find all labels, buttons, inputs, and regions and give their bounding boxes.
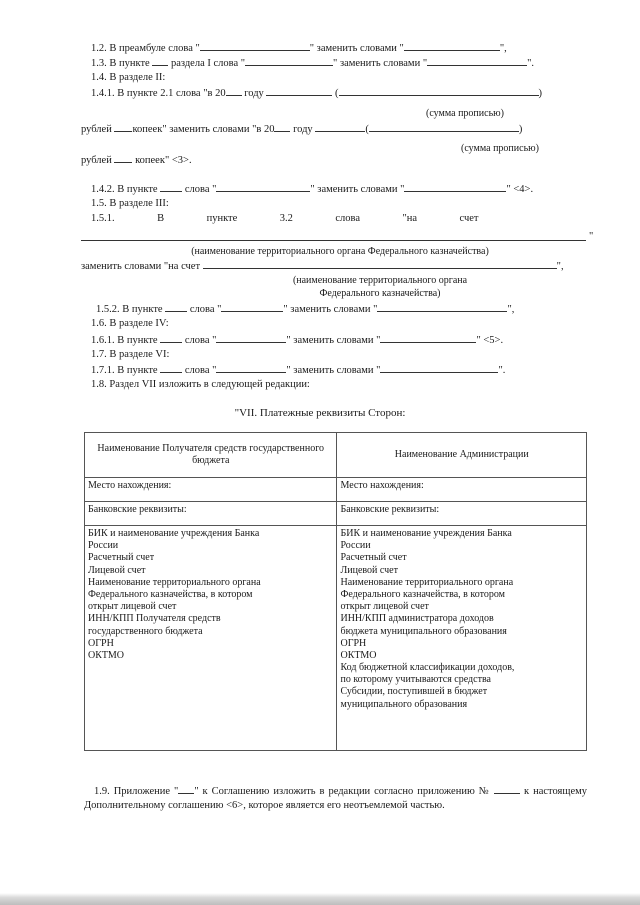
- detail-line: открыт лицевой счет: [340, 601, 429, 613]
- item-1-7-1-text: ".: [498, 365, 506, 376]
- item-1-4-1-text: 1.4.1. В пункте 2.1 слова "в 20: [91, 88, 226, 99]
- rubles-line: [81, 122, 522, 136]
- replace-text: ",: [556, 261, 564, 272]
- detail-line: Федерального казначейства, в котором: [88, 588, 253, 600]
- rubles-text: (: [365, 124, 369, 135]
- sum-caption: (сумма прописью): [461, 143, 539, 154]
- detail-line: России: [340, 540, 371, 552]
- blank-field[interactable]: [216, 363, 286, 373]
- right-header-cell: Наименование Администрации: [337, 433, 587, 478]
- item-1-6-1-text: слова ": [184, 335, 217, 346]
- blank-field[interactable]: [203, 259, 557, 269]
- item-1-5-1-word: 1.5.1.: [91, 213, 115, 224]
- blank-field[interactable]: [339, 86, 539, 96]
- rubles-text: году: [293, 124, 313, 135]
- blank-field[interactable]: [221, 302, 283, 312]
- detail-line: Федерального казначейства, в котором: [340, 588, 505, 600]
- rubles-text: копеек" заменить словами "в 20: [132, 124, 275, 135]
- detail-line: Код бюджетной классификации доходов,: [340, 662, 515, 674]
- detail-line: бюджета муниципального образования: [340, 625, 507, 637]
- item-1-5-1-word: "на: [402, 213, 418, 224]
- item-1-9: [84, 784, 587, 812]
- item-1-6-1: [91, 333, 503, 347]
- left-bank-cell: Банковские реквизиты:: [85, 502, 337, 526]
- item-1-2-text: ",: [499, 43, 507, 54]
- blank-field[interactable]: [380, 363, 498, 373]
- item-1-6: 1.6. В разделе IV:: [91, 318, 169, 329]
- rubles-text: ): [518, 124, 523, 135]
- item-1-4: 1.4. В разделе II:: [91, 72, 166, 83]
- blank-field[interactable]: [114, 153, 132, 163]
- item-1-9-text: к настоящему Дополнительному соглашению <6>, которое является его неотъемлемой частью.: [84, 786, 588, 811]
- blank-field[interactable]: [216, 182, 310, 192]
- blank-field[interactable]: [81, 240, 586, 241]
- detail-line: ОГРН: [340, 637, 367, 649]
- blank-field[interactable]: [160, 182, 182, 192]
- rubles-text: копеек" <3>.: [135, 155, 192, 166]
- item-1-5-2-text: 1.5.2. В пункте: [96, 304, 163, 315]
- right-details-cell: [337, 526, 587, 751]
- org-caption: (наименование территориального органа: [292, 275, 468, 286]
- right-location-cell: Место нахождения:: [337, 478, 587, 502]
- blank-field[interactable]: [160, 333, 182, 343]
- detail-line: ОКТМО: [88, 649, 124, 661]
- item-1-4-1-text: ): [538, 88, 543, 99]
- item-1-7: 1.7. В разделе VI:: [91, 349, 170, 360]
- item-1-4-1: [91, 86, 542, 100]
- item-1-6-1-text: " заменить словами ": [286, 335, 381, 346]
- detail-line: открыт лицевой счет: [88, 601, 177, 613]
- blank-field[interactable]: [369, 122, 519, 132]
- payment-details-table: [84, 432, 587, 751]
- item-1-7-1-text: " заменить словами ": [286, 365, 381, 376]
- rubles-line-2: [81, 153, 192, 167]
- blank-field[interactable]: [200, 41, 310, 51]
- detail-line: по которому учитываются средства: [340, 674, 491, 686]
- right-bank-cell: Банковские реквизиты:: [337, 502, 587, 526]
- item-1-5-1-word: пункте: [206, 213, 238, 224]
- blank-field[interactable]: [165, 302, 187, 312]
- detail-line: Расчетный счет: [340, 552, 407, 564]
- detail-line: БИК и наименование учреждения Банка: [340, 528, 512, 539]
- blank-field[interactable]: [266, 86, 332, 96]
- closing-quote: ": [589, 231, 594, 242]
- item-1-5-2: [96, 302, 514, 316]
- item-1-8: 1.8. Раздел VII изложить в следующей редакции:: [91, 379, 310, 390]
- item-1-3-text: ".: [527, 58, 535, 69]
- blank-field[interactable]: [274, 122, 290, 132]
- blank-field[interactable]: [152, 56, 168, 66]
- item-1-2-text: " заменить словами ": [309, 43, 404, 54]
- detail-line: Наименование территориального органа: [88, 576, 261, 588]
- item-1-2: [91, 41, 507, 55]
- item-1-4-1-text: году: [244, 88, 264, 99]
- section-heading: "VII. Платежные реквизиты Сторон:: [234, 407, 406, 419]
- blank-field[interactable]: [380, 333, 476, 343]
- blank-field[interactable]: [226, 86, 242, 96]
- item-1-7-1: [91, 363, 505, 377]
- sum-caption: (сумма прописью): [426, 108, 504, 119]
- item-1-5-1-word: счет: [459, 213, 479, 224]
- blank-field[interactable]: [494, 784, 520, 794]
- item-1-5: 1.5. В разделе III:: [91, 198, 169, 209]
- item-1-4-2: [91, 182, 533, 196]
- detail-line: ОГРН: [88, 637, 114, 649]
- detail-line: муниципального образования: [340, 698, 468, 710]
- left-header-cell: Наименование Получателя средств государственного бюджета: [85, 433, 337, 478]
- item-1-2-text: 1.2. В преамбуле слова ": [91, 43, 200, 54]
- detail-line: России: [88, 540, 119, 552]
- blank-field[interactable]: [315, 122, 365, 132]
- detail-line: Расчетный счет: [88, 552, 155, 564]
- item-1-5-1-word: В: [157, 213, 165, 224]
- detail-line: Лицевой счет: [340, 564, 398, 576]
- detail-line: государственного бюджета: [88, 625, 203, 637]
- item-1-9-text: " к Соглашению изложить в редакции согласно приложению №: [194, 786, 491, 797]
- item-1-6-1-text: " <5>.: [476, 335, 504, 346]
- detail-line: Субсидии, поступившей в бюджет: [340, 686, 488, 698]
- blank-field[interactable]: [216, 333, 286, 343]
- item-1-3-text: " заменить словами ": [333, 58, 428, 69]
- blank-field[interactable]: [404, 182, 506, 192]
- detail-line: Наименование территориального органа: [340, 576, 514, 588]
- left-location-cell: Место нахождения:: [85, 478, 337, 502]
- org-caption: Федерального казначейства): [319, 288, 441, 299]
- blank-field[interactable]: [245, 56, 333, 66]
- item-1-5-1: [91, 212, 581, 225]
- item-1-5-2-text: ",: [507, 304, 515, 315]
- blank-field[interactable]: [404, 41, 500, 51]
- left-details-cell: [85, 526, 337, 751]
- scan-edge: [0, 893, 640, 905]
- item-1-4-1-text: (: [335, 88, 339, 99]
- blank-field[interactable]: [178, 784, 194, 794]
- item-1-5-1-word: 3.2: [279, 213, 293, 224]
- blank-field[interactable]: [114, 122, 132, 132]
- detail-line: ОКТМО: [340, 649, 377, 661]
- replace-text: заменить словами "на счет: [81, 261, 201, 272]
- blank-field[interactable]: [160, 363, 182, 373]
- item-1-7-1-text: 1.7.1. В пункте: [91, 365, 158, 376]
- item-1-4-2-text: " заменить словами ": [310, 184, 405, 195]
- detail-line: БИК и наименование учреждения Банка: [88, 528, 260, 539]
- replace-line: [81, 259, 564, 273]
- item-1-3-text: 1.3. В пункте: [91, 58, 150, 69]
- item-1-7-1-text: слова ": [184, 365, 217, 376]
- rubles-text: рублей: [81, 155, 112, 166]
- item-1-4-2-text: " <4>.: [506, 184, 534, 195]
- item-1-3: [91, 56, 534, 70]
- detail-line: ИНН/КПП администратора доходов: [340, 613, 494, 625]
- item-1-5-2-text: " заменить словами ": [283, 304, 378, 315]
- item-1-6-1-text: 1.6.1. В пункте: [91, 335, 158, 346]
- item-1-5-1-word: слова: [335, 213, 360, 224]
- blank-field[interactable]: [427, 56, 527, 66]
- item-1-4-2-text: слова ": [184, 184, 217, 195]
- item-1-3-text: раздела I слова ": [170, 58, 246, 69]
- org-caption: (наименование территориального органа Федерального казначейства): [191, 246, 489, 257]
- detail-line: Лицевой счет: [88, 564, 146, 576]
- detail-line: ИНН/КПП Получателя средств: [88, 613, 221, 625]
- rubles-text: рублей: [81, 124, 112, 135]
- item-1-4-2-text: 1.4.2. В пункте: [91, 184, 158, 195]
- item-1-9-text: 1.9. Приложение ": [94, 786, 179, 797]
- blank-field[interactable]: [377, 302, 507, 312]
- item-1-5-2-text: слова ": [189, 304, 222, 315]
